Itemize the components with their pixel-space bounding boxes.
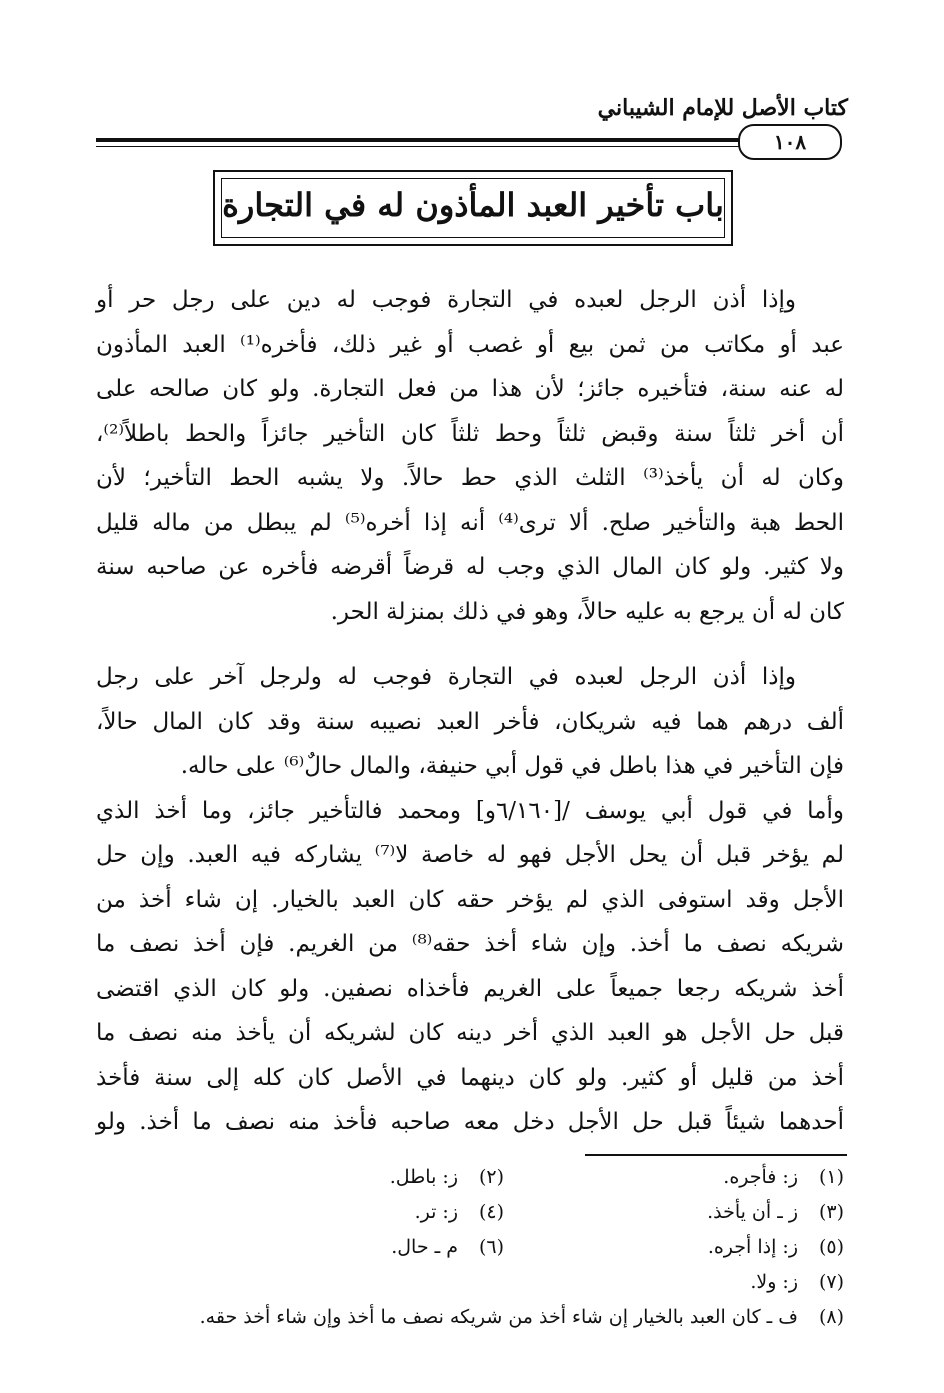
chapter-title-frame — [213, 170, 733, 246]
footnote-number: (٤) — [478, 1201, 504, 1223]
footnote-text: ز: تر. — [414, 1201, 458, 1223]
chapter-title: باب تأخير العبد المأذون له في التجارة — [222, 186, 724, 224]
text-line: عبد أو مكاتب من ثمن بيع أو غصب أو غير ذلك، فأخره⁽¹⁾ العبد المأذون — [96, 331, 844, 358]
footnote-2 — [164, 1166, 504, 1201]
text-line: قبل حل الأجل هو العبد الذي أخر دينه كان لشريكه أن يأخذ منه نصف ما — [96, 1020, 844, 1046]
text-line: ألف درهم هما فيه شريكان، فأخر العبد نصيبه سنة وقد كان المال حالاً، — [96, 708, 844, 735]
footnote-3 — [504, 1201, 844, 1236]
footnote-number: (٧) — [818, 1271, 844, 1293]
text-line: لم يؤخر قبل أن يحل الأجل فهو له خاصة لا⁽⁷⁾ يشاركه فيه العبد. وإن حل — [96, 842, 844, 868]
footnote-5 — [504, 1236, 844, 1271]
text-line: وإذا أذن الرجل لعبده في التجارة فوجب له ولرجل آخر على رجل — [96, 664, 796, 690]
footnote-text: ز: فأجره. — [723, 1166, 798, 1188]
footnote-number: (٥) — [818, 1236, 844, 1258]
text-line: له عنه سنة، فتأخيره جائز؛ لأن هذا من فعل التجارة. ولو كان صالحه على — [96, 376, 844, 402]
footnotes — [96, 1166, 844, 1341]
text-line: وأما في قول أبي يوسف /[٦/١٦٠و] ومحمد فالتأخير جائز، وما أخذ الذي — [96, 797, 844, 824]
text-line: كان له أن يرجع به عليه حالاً، وهو في ذلك بمنزلة الحر. — [330, 598, 844, 625]
footnote-number: (٦) — [478, 1236, 504, 1258]
paragraph-1 — [96, 278, 844, 634]
footnote-text: ز: باطل. — [389, 1166, 458, 1188]
footnote-number: (٨) — [818, 1306, 844, 1328]
footnote-number: (٣) — [818, 1201, 844, 1223]
footnote-row — [96, 1306, 844, 1341]
text-line: أحدهما شيئاً قبل حل الأجل دخل معه صاحبه فأخذ منه نصف ما أخذ. ولو — [96, 1109, 844, 1135]
footnote-row — [96, 1201, 844, 1236]
text-line: أن أخر ثلثاً سنة وقبض ثلثاً وحط ثلثاً كان التأخير جائزاً والحط باطلاً⁽²⁾، — [96, 420, 844, 447]
running-header-title: كتاب الأصل للإمام الشيباني — [597, 95, 848, 121]
page-number-badge: ١٠٨ — [738, 124, 842, 160]
header-rule-thick — [96, 138, 746, 142]
footnote-4 — [164, 1201, 504, 1236]
text-line: شريكه نصف ما أخذ. وإن شاء أخذ حقه⁽⁸⁾ من الغريم. فإن أخذ نصف ما — [96, 931, 845, 957]
text-line: ولا كثير. ولو كان المال الذي وجب له قرضاً أقرضه فأخره عن صاحبه سنة — [96, 554, 844, 580]
footnote-6 — [164, 1236, 504, 1271]
footnote-number: (١) — [818, 1166, 844, 1188]
text-line: أخذ شريكه رجعا جميعاً على الغريم فأخذاه نصفين. ولو كان الذي اقتضى — [96, 975, 844, 1002]
text-line: وإذا أذن الرجل لعبده في التجارة فوجب له دين على رجل حر أو — [96, 287, 796, 313]
text-line: فإن التأخير في هذا باطل في قول أبي حنيفة، والمال حالٌ⁽⁶⁾ على حاله. — [180, 753, 844, 779]
footnote-text: ز: إذا أجره. — [707, 1236, 798, 1258]
text-line: وكان له أن يأخذ⁽³⁾ الثلث الذي حط حالاً. ولا يشبه الحط التأخير؛ لأن — [96, 465, 844, 491]
text-line: الأجل وقد استوفى الذي لم يؤخر حقه كان العبد بالخيار. إن شاء أخذ من — [96, 886, 844, 913]
footnote-row — [96, 1166, 844, 1201]
footnote-7 — [504, 1271, 844, 1306]
footnote-row — [96, 1236, 844, 1271]
text-line: أخذ من قليل أو كثير. ولو كان دينهما في الأصل كان كله إلى سنة فأخذ — [96, 1064, 844, 1091]
footnote-text: ز ـ أن يأخذ. — [707, 1201, 798, 1223]
footnote-1 — [504, 1166, 844, 1201]
header-rule-thin — [96, 146, 746, 147]
footnote-8 — [200, 1306, 844, 1341]
footnote-row — [96, 1271, 844, 1306]
paragraph-2 — [96, 655, 844, 1145]
text-line: الحط هبة والتأخير صلح. ألا ترى⁽⁴⁾ أنه إذا أخره⁽⁵⁾ لم يبطل من ماله قليل — [96, 509, 845, 536]
footnote-text: ف ـ كان العبد بالخيار إن شاء أخذ من شريكه نصف ما أخذ وإن شاء أخذ حقه. — [199, 1306, 798, 1328]
footnote-number: (٢) — [478, 1166, 504, 1188]
footnote-rule — [585, 1154, 847, 1156]
footnote-text: ز: ولا. — [750, 1271, 798, 1293]
footnote-text: م ـ حال. — [391, 1236, 458, 1258]
